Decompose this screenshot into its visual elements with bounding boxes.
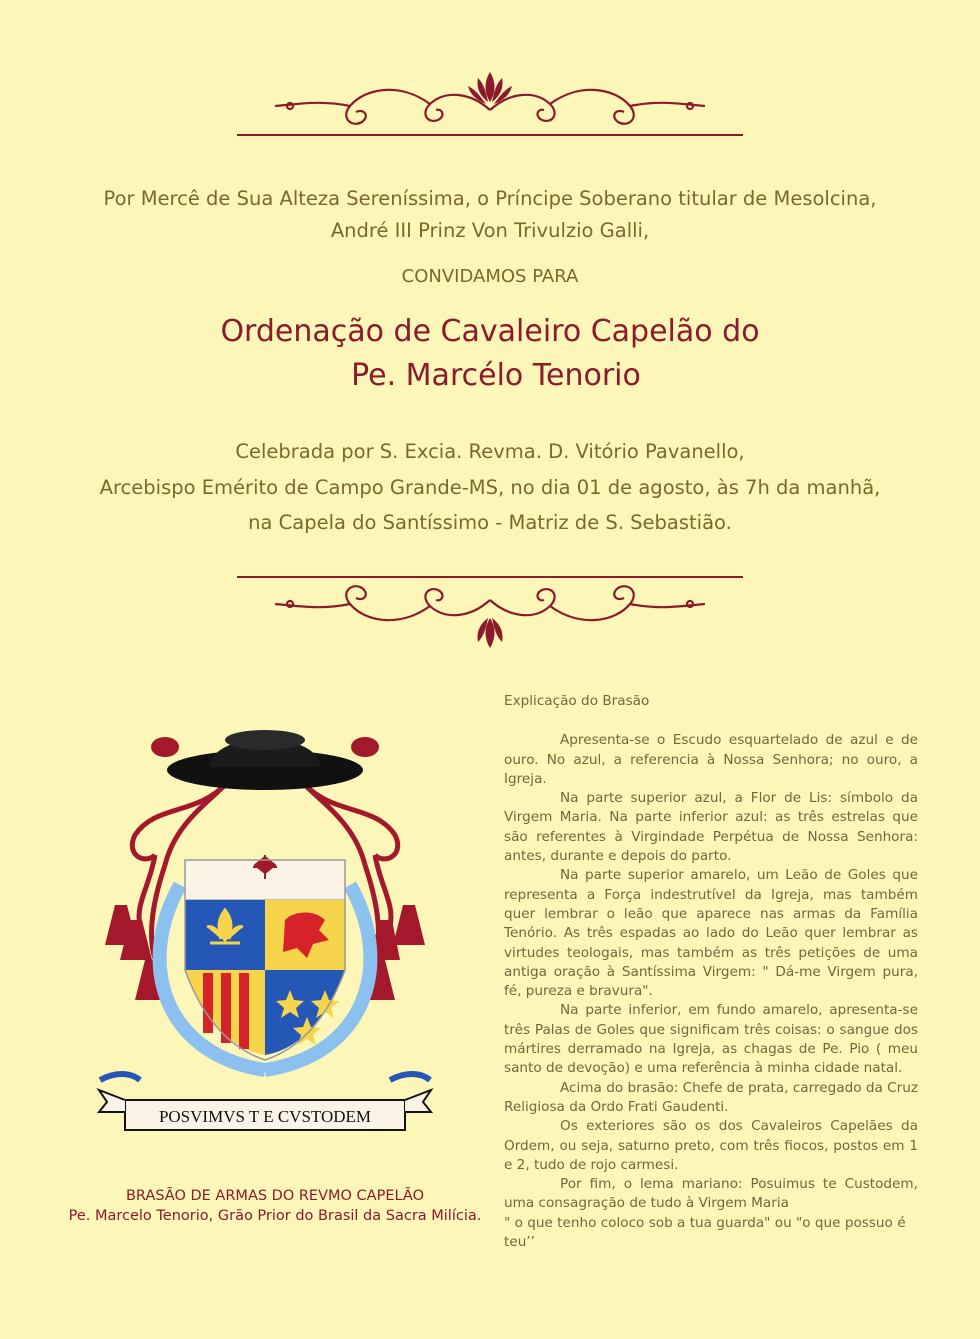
galero-hat (167, 730, 363, 790)
shield (185, 855, 345, 1060)
celebration-line-3: na Capela do Santíssimo - Matriz de S. Sebastião. (248, 511, 732, 534)
motto-text: POSVIMVS T E CVSTODEM (158, 1107, 372, 1126)
explanation-closing: " o que tenho coloco sob a tua guarda" ou "o que possuo é teu’’ (504, 1214, 906, 1251)
celebration-line-1: Celebrada por S. Excia. Revma. D. Vitório Pavanello, (235, 440, 745, 463)
motto-scroll (99, 1074, 431, 1130)
explanation-paragraph: Na parte superior azul, a Flor de Lis: símbolo da Virgem Maria. Na parte inferior azul: as três estrelas que são referentes à Virgindade Perpétua de Nossa Senhora: antes, durante e depois do parto. (504, 790, 918, 865)
explanation-paragraph: Na parte superior amarelo, um Leão de Goles que representa a Força indestrutível da Igreja, mas também quer lembrar o leão que aparece nas armas da Família Tenório. As três espadas ao lado do Leão quer lembrar as virtudes teologais, mas também as três petições de uma antiga oração à Santíssima Virgem: " Dá-me Virgem pura, fé, pureza e bravura". (504, 867, 918, 1000)
explanation-heading: Explicação do Brasão (504, 693, 650, 709)
intro-text (0, 183, 980, 247)
caption-subtitle: Pe. Marcelo Tenorio, Grão Prior do Brasil da Sacra Milícia. (68, 1208, 482, 1224)
crest-caption (60, 1186, 490, 1226)
coat-of-arms (95, 705, 435, 1135)
crest-explanation (504, 692, 918, 1252)
intro-line-2: André III Prinz Von Trivulzio Galli, (330, 219, 650, 242)
top-flourish-ornament (0, 62, 980, 142)
invite-heading: CONVIDAMOS PARA (401, 266, 579, 287)
caption-title: BRASÃO DE ARMAS DO REVMO CAPELÃO (125, 1188, 424, 1204)
intro-line-1: Por Mercê de Sua Alteza Sereníssima, o Príncipe Soberano titular de Mesolcina, (103, 187, 877, 210)
explanation-paragraph: Apresenta-se o Escudo esquartelado de azul e de ouro. No azul, a referencia à Nossa Senhora; no ouro, a Igreja. (504, 732, 918, 787)
explanation-paragraph: Na parte inferior, em fundo amarelo, apresenta-se três Palas de Goles que significam três coisas: o sangue dos mártires derramado na Igreja, as chagas de Pe. Pio ( meu santo de devoção) e uma referência à minha cidade natal. (504, 1002, 918, 1077)
explanation-paragraph: Por fim, o lema mariano: Posuimus te Custodem, uma consagração de tudo à Virgem Maria (504, 1176, 918, 1212)
bottom-flourish-ornament (0, 578, 980, 658)
ceremony-title (0, 310, 980, 398)
title-line-2: Pe. Marcélo Tenorio (351, 358, 641, 393)
explanation-paragraph: Acima do brasão: Chefe de prata, carregado da Cruz Religiosa da Ordo Frati Gaudenti. (504, 1079, 918, 1115)
celebration-line-2: Arcebispo Emérito de Campo Grande-MS, no dia 01 de agosto, às 7h da manhã, (99, 475, 881, 499)
explanation-paragraph: Os exteriores são os dos Cavaleiros Capelães da Ordem, ou seja, saturno preto, com três fiocos, postos em 1 e 2, tudo de rojo carmesi. (504, 1118, 918, 1173)
title-line-1: Ordenação de Cavaleiro Capelão do (220, 314, 760, 349)
top-divider (237, 134, 743, 136)
celebration-details (0, 434, 980, 541)
